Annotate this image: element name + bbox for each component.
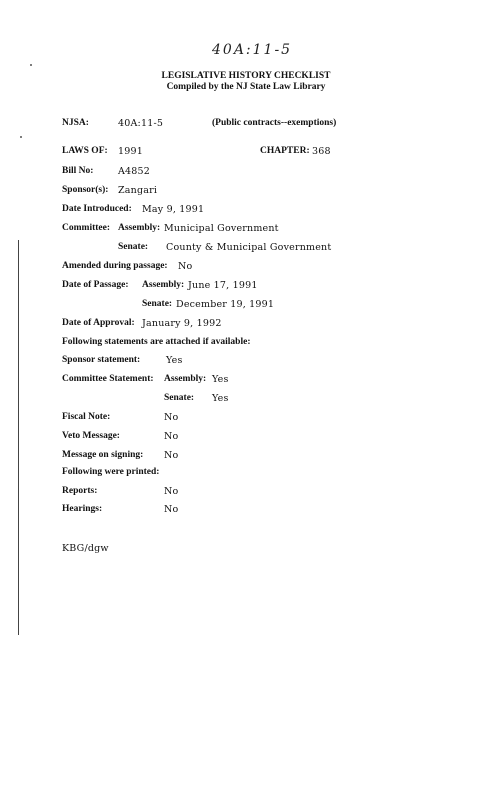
laws-of-label: LAWS OF: xyxy=(62,146,108,156)
date-approval-value: January 9, 1992 xyxy=(142,318,222,329)
hearings-value: No xyxy=(164,504,179,515)
committee-senate-value: County & Municipal Government xyxy=(166,242,332,253)
scan-speck xyxy=(30,64,32,66)
veto-message-value: No xyxy=(164,431,179,442)
passage-senate-value: December 19, 1991 xyxy=(176,299,275,310)
reports-label: Reports: xyxy=(62,486,98,496)
veto-message-label: Veto Message: xyxy=(62,431,120,441)
signing-message-label: Message on signing: xyxy=(62,450,144,460)
hearings-label: Hearings: xyxy=(62,504,103,514)
njsa-note: (Public contracts--exemptions) xyxy=(212,118,337,128)
passage-senate-label: Senate: xyxy=(142,299,173,309)
committee-assembly-label: Assembly: xyxy=(118,223,161,233)
page-title: LEGISLATIVE HISTORY CHECKLIST xyxy=(161,71,331,81)
njsa-value: 40A:11-5 xyxy=(118,118,164,129)
committee-assembly-value: Municipal Government xyxy=(164,223,279,234)
reports-value: No xyxy=(164,486,179,497)
committee-statement-label: Committee Statement: xyxy=(62,374,154,384)
date-introduced-label: Date Introduced: xyxy=(62,204,132,214)
passage-assembly-label: Assembly: xyxy=(142,280,185,290)
date-passage-label: Date of Passage: xyxy=(62,280,129,290)
amended-value: No xyxy=(178,261,193,272)
date-introduced-value: May 9, 1991 xyxy=(142,204,205,215)
chapter-value: 368 xyxy=(312,146,331,157)
signing-message-value: No xyxy=(164,450,179,461)
compiler-initials: KBG/dgw xyxy=(62,543,109,554)
bill-label: Bill No: xyxy=(62,166,94,176)
scan-margin-line xyxy=(18,240,19,635)
sponsor-value: Zangari xyxy=(118,185,158,196)
amended-label: Amended during passage: xyxy=(62,261,168,271)
fiscal-note-label: Fiscal Note: xyxy=(62,412,111,422)
committee-statement-senate-label: Senate: xyxy=(164,393,195,403)
page-subtitle: Compiled by the NJ State Law Library xyxy=(166,82,326,92)
laws-of-value: 1991 xyxy=(118,146,143,157)
handwritten-statute-code: 40A:11-5 xyxy=(212,42,293,58)
chapter-label: CHAPTER: xyxy=(260,146,310,156)
scan-speck xyxy=(20,136,22,138)
committee-statement-assembly-value: Yes xyxy=(212,374,229,385)
statements-heading: Following statements are attached if available: xyxy=(62,337,251,347)
passage-assembly-value: June 17, 1991 xyxy=(188,280,258,291)
committee-statement-assembly-label: Assembly: xyxy=(164,374,207,384)
sponsor-statement-value: Yes xyxy=(166,355,183,366)
committee-label: Committee: xyxy=(62,223,111,233)
date-approval-label: Date of Approval: xyxy=(62,318,135,328)
printed-heading: Following were printed: xyxy=(62,467,160,477)
fiscal-note-value: No xyxy=(164,412,179,423)
committee-statement-senate-value: Yes xyxy=(212,393,229,404)
sponsor-statement-label: Sponsor statement: xyxy=(62,355,141,365)
sponsor-label: Sponsor(s): xyxy=(62,185,109,195)
committee-senate-label: Senate: xyxy=(118,242,149,252)
bill-value: A4852 xyxy=(118,166,151,177)
njsa-label: NJSA: xyxy=(62,118,89,128)
